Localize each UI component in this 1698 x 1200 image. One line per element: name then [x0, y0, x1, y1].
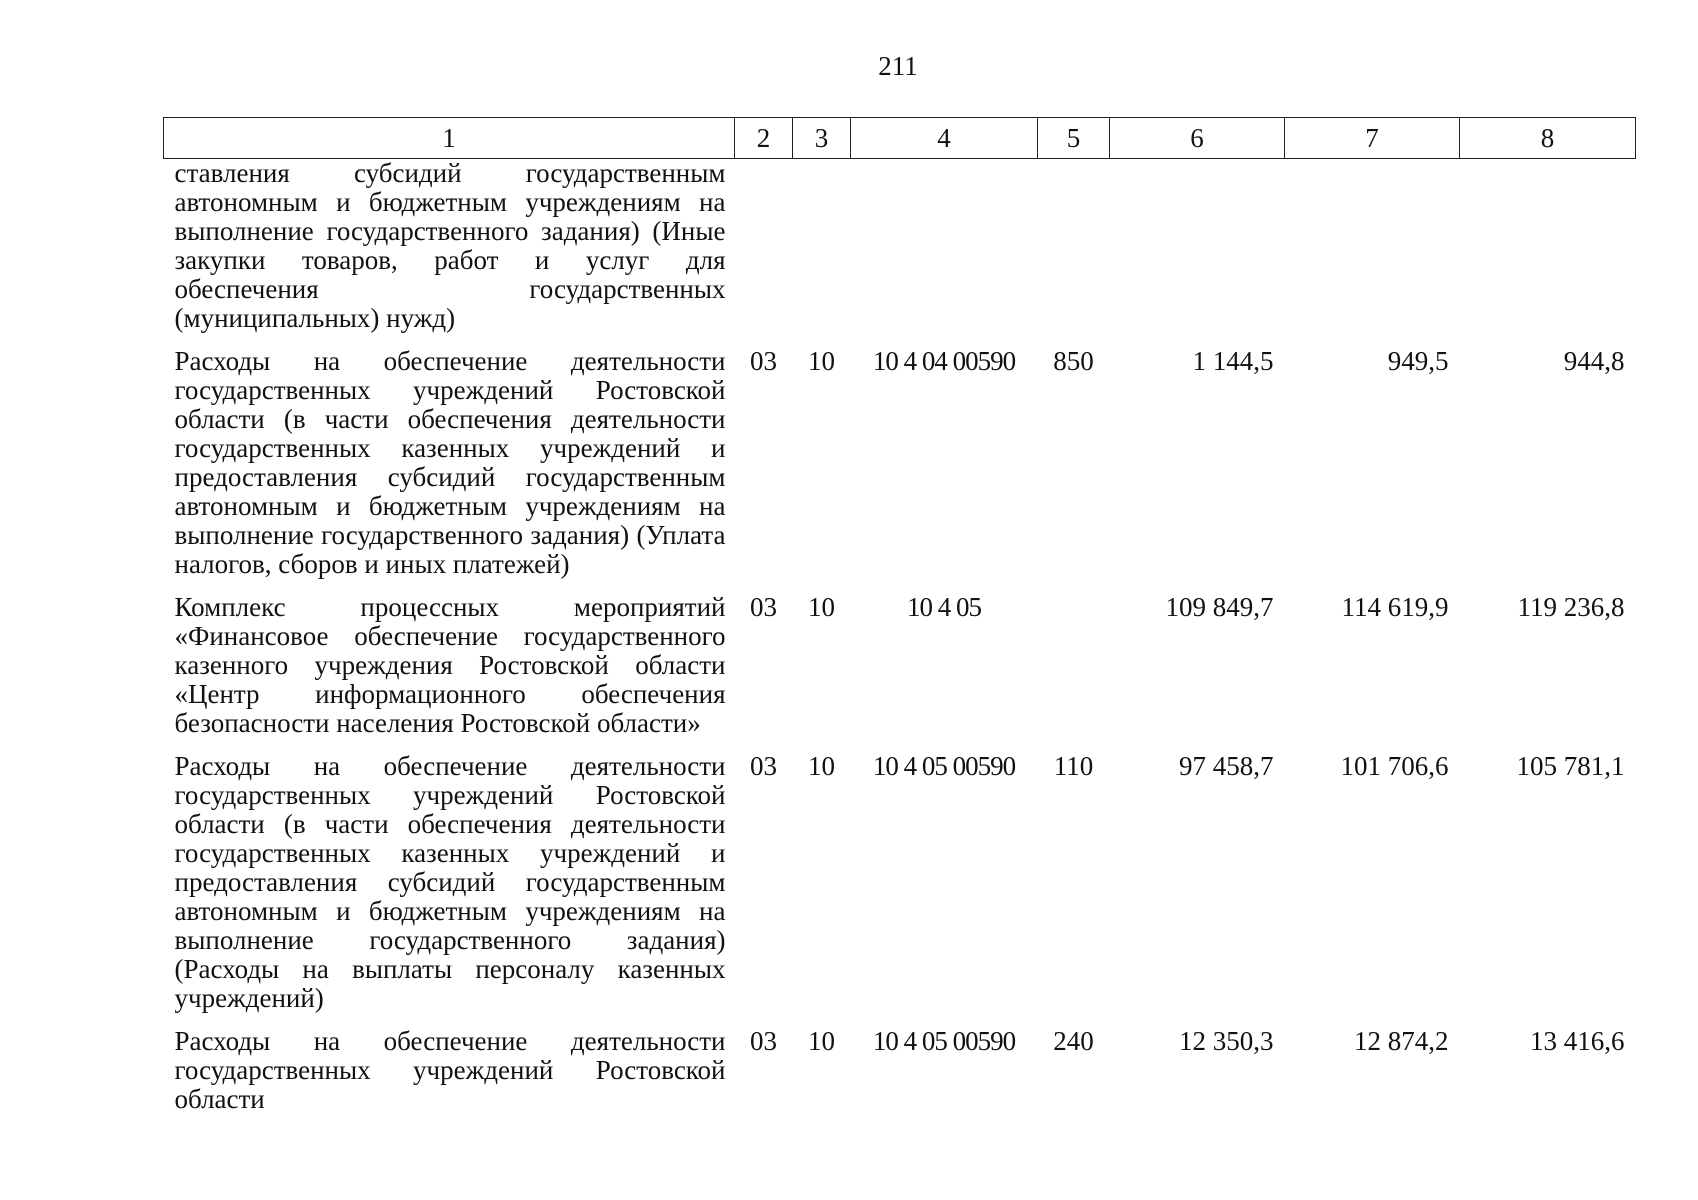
row-subsection-code: 10 — [808, 1026, 835, 1056]
page-number: 211 — [878, 51, 918, 81]
row-expense-type-code: 110 — [1053, 751, 1094, 781]
row-expense-type-code — [1038, 159, 1110, 348]
row-subsection-code: 10 — [808, 751, 835, 781]
column-header-5: 5 — [1038, 118, 1110, 159]
column-header-3: 3 — [793, 118, 851, 159]
row-amount-year-3: 119 236,8 — [1517, 592, 1625, 622]
row-amount-year-2: 114 619,9 — [1341, 592, 1449, 622]
row-amount-year-3 — [1460, 159, 1636, 348]
row-description: Расходы на обеспечение деятельности государственных учреждений Ростовской области — [174, 1026, 726, 1114]
row-amount-year-2: 949,5 — [1387, 346, 1449, 376]
row-target-article-code: 10 4 05 — [907, 592, 981, 622]
row-amount-year-1: 1 144,5 — [1192, 346, 1274, 376]
table-row — [164, 752, 1636, 1027]
row-description: Комплекс процессных мероприятий «Финансовое обеспечение государственного казенного учреждения Ростовской области «Центр информационного обеспечения безопасности населения Ростовской области» — [174, 592, 726, 738]
row-amount-year-1: 109 849,7 — [1165, 592, 1274, 622]
column-header-6: 6 — [1110, 118, 1285, 159]
table-body — [164, 159, 1636, 1129]
row-section-code: 03 — [750, 1026, 777, 1056]
row-section-code: 03 — [750, 751, 777, 781]
row-description: Расходы на обеспечение деятельности государственных учреждений Ростовской области (в части обеспечения деятельности государственных казенных учреждений и предоставления субсидий государственным автономным и бюджетным учреждениям на выполнение государственного задания) (Расходы на выплаты персоналу казенных учреждений) — [174, 751, 726, 1013]
table-header — [164, 118, 1636, 159]
row-amount-year-1: 97 458,7 — [1179, 751, 1274, 781]
row-amount-year-1 — [1110, 159, 1285, 348]
row-subsection-code: 10 — [808, 346, 835, 376]
row-expense-type-code — [1038, 593, 1110, 752]
row-target-article-code — [851, 159, 1038, 348]
row-description: Расходы на обеспечение деятельности государственных учреждений Ростовской области (в части обеспечения деятельности государственных казенных учреждений и предоставления субсидий государственным автономным и бюджетным учреждениям на выполнение государственного задания) (Уплата налогов, сборов и иных платежей) — [174, 346, 726, 579]
row-amount-year-3: 13 416,6 — [1530, 1026, 1625, 1056]
row-target-article-code: 10 4 05 00590 — [872, 751, 1016, 781]
row-amount-year-2: 12 874,2 — [1354, 1026, 1449, 1056]
row-amount-year-2: 101 706,6 — [1340, 751, 1449, 781]
budget-table — [163, 117, 1636, 1128]
row-amount-year-1: 12 350,3 — [1179, 1026, 1274, 1056]
row-expense-type-code: 240 — [1053, 1026, 1094, 1056]
row-expense-type-code: 850 — [1053, 346, 1094, 376]
table-row — [164, 593, 1636, 752]
column-header-2: 2 — [735, 118, 793, 159]
row-target-article-code: 10 4 05 00590 — [872, 1026, 1016, 1056]
row-section-code — [735, 159, 793, 348]
row-subsection-code: 10 — [808, 592, 835, 622]
row-section-code: 03 — [750, 346, 777, 376]
table-row — [164, 347, 1636, 593]
row-amount-year-3: 944,8 — [1563, 346, 1625, 376]
row-target-article-code: 10 4 04 00590 — [872, 346, 1016, 376]
header-row — [164, 118, 1636, 159]
row-section-code: 03 — [750, 592, 777, 622]
table-row — [164, 1027, 1636, 1128]
row-amount-year-3: 105 781,1 — [1516, 751, 1625, 781]
table-row — [164, 159, 1636, 348]
column-header-1: 1 — [164, 118, 735, 159]
column-header-8: 8 — [1460, 118, 1636, 159]
column-header-7: 7 — [1285, 118, 1460, 159]
row-description: ставления субсидий государственным автономным и бюджетным учреждениям на выполнение государственного задания) (Иные закупки товаров, работ и услуг для обеспечения государственных (муниципальных) нужд) — [174, 158, 726, 333]
row-amount-year-2 — [1285, 159, 1460, 348]
row-subsection-code — [793, 159, 851, 348]
column-header-4: 4 — [851, 118, 1038, 159]
